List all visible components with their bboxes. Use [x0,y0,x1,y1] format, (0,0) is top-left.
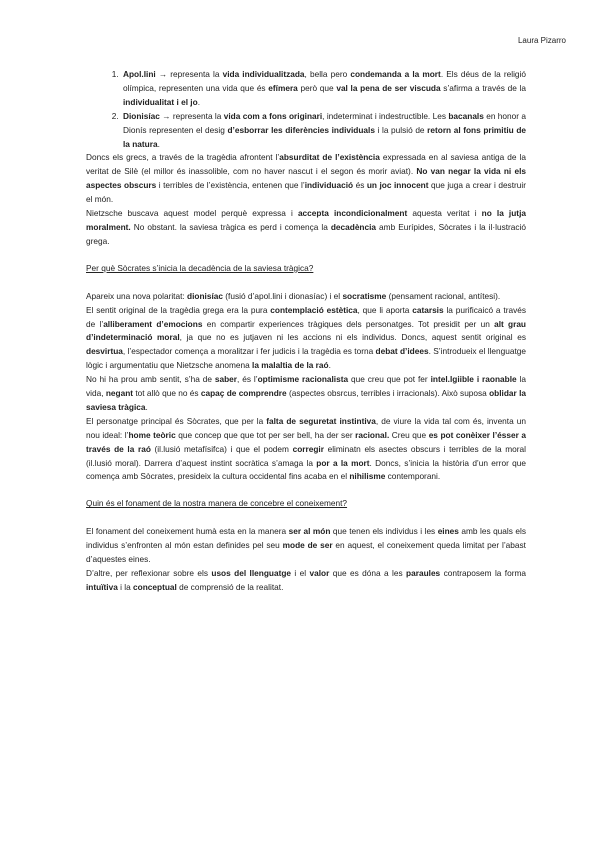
paragraph-polaritat: Apareix una nova polaritat: dionisíac (fusió d’apol.lini i dionasíac) i el socratisme (pensament racional, antítesi). [86,290,501,301]
paragraph-socrates: El personatge principal és Sòcrates, que per la falta de seguretat instintiva, de viure la vida tal com és, inventa un nou ideal: l’home teòric que concep que que tot per ser bell, ha der ser racional. Creu que es pot conèixer l’ésser a través de la raó (il.lusió metafísifca) i que el podem corregir eliminatn els asectes obscurs i terribles de la moral (il.lusió moral). Darrera d’aquest instint socràtica s’amaga la por a la mort. Doncs, s’inicia la història d’un error que comença amb Sòcrates, presideix la cultura occidental fins acaba en el nihilisme contemporani. [86,415,526,482]
list-item-apolini: 1. Apol.lini → representa la vida individualitzada, bella pero condemanda a la mort. Els déus de la religió olímpica, representen una vida que és efímera però que val la pena de ser viscuda s’afirma a través de la individualitat i el jo. [121,68,526,110]
paragraph-sentit-original: El sentit original de la tragèdia grega era la pura contemplació estètica, que li aporta catarsis la purificaicó a través de l’alliberament d’emocions en compartir experiences tràgiques dels personatges. Tot presidit per un alt grau d’indeterminació moral, ja que no es jutjaven ni les accions ni els individus. Doncs, aquest sentit original es desvirtua, l’espectador comença a moralitzar i fer judicis i la tragèdia es torna debat d’idees. S’introdueix el llenguatge lògic i argumentatiu que Nietzsche anomena la malaltia de la raó. [86,304,527,371]
paragraph-nietzsche: Nietzsche buscava aquest model perquè expressa i accepta incondicionalment aquesta veritat i no la jutja moralment. No obstant. la saviesa tràgica es perd i comença la decadència amb Eurípides, Sòcrates i la il·lustració grega. [86,208,527,246]
section-question-2: Quin és el fonament de la nostra manera de concebre el coneixement? [86,498,348,509]
document-body [86,68,526,595]
list-item-dionisiac: 2. Dionisíac → representa la vida com a fons originari, indeterminat i indestructible. Les bacanals en honor a Dionís representen el desig d’esborrar les diferències individuals i la pulsió de retorn al fons primitiu de la natura. [121,110,526,152]
paragraph-fonament: El fonament del coneixement humà esta en la manera ser al món que tenen els individus i les eines amb les quals els individus s’enfronten al món estan definides pel seu mode de ser en aquest, el coneixement queda limitat per l’abast d’aquestes eines. [86,526,526,565]
paragraph-llenguatge: D’altre, per reflexionar sobre els usos del llenguatge i el valor que es dóna a les paraules contraposem la forma intuïtiva i la conceptual de comprensió de la realitat. [86,568,527,592]
section-question-1: Per què Sòcrates s’inicia la decadència de la saviesa tràgica? [86,262,314,273]
paragraph-saber: No hi ha prou amb sentit, s’ha de saber, és l’optimisme racionalista que creu que pot fer intel.lgiible i raonable la vida, negant tot allò que no és capaç de comprendre (aspectes obsrcus, terribles i irracionals). Això suposa oblidar la saviesa tràgica. [86,374,526,412]
numbered-list [86,68,526,151]
header-author: Laura Pizarro [517,36,566,45]
paragraph-grecs: Doncs els grecs, a través de la tragèdia afrontent l’absurditat de l’existència expressada en al saviesa antiga de la veritat de Silè (el millor és inassolible, com no haver nascut i el segon és morir aviat). No van negar la vida ni els aspectes obscurs i terribles de l’existència, entenen que l’individuació és un joc innocent que juga a crear i destruir el món. [86,152,526,205]
